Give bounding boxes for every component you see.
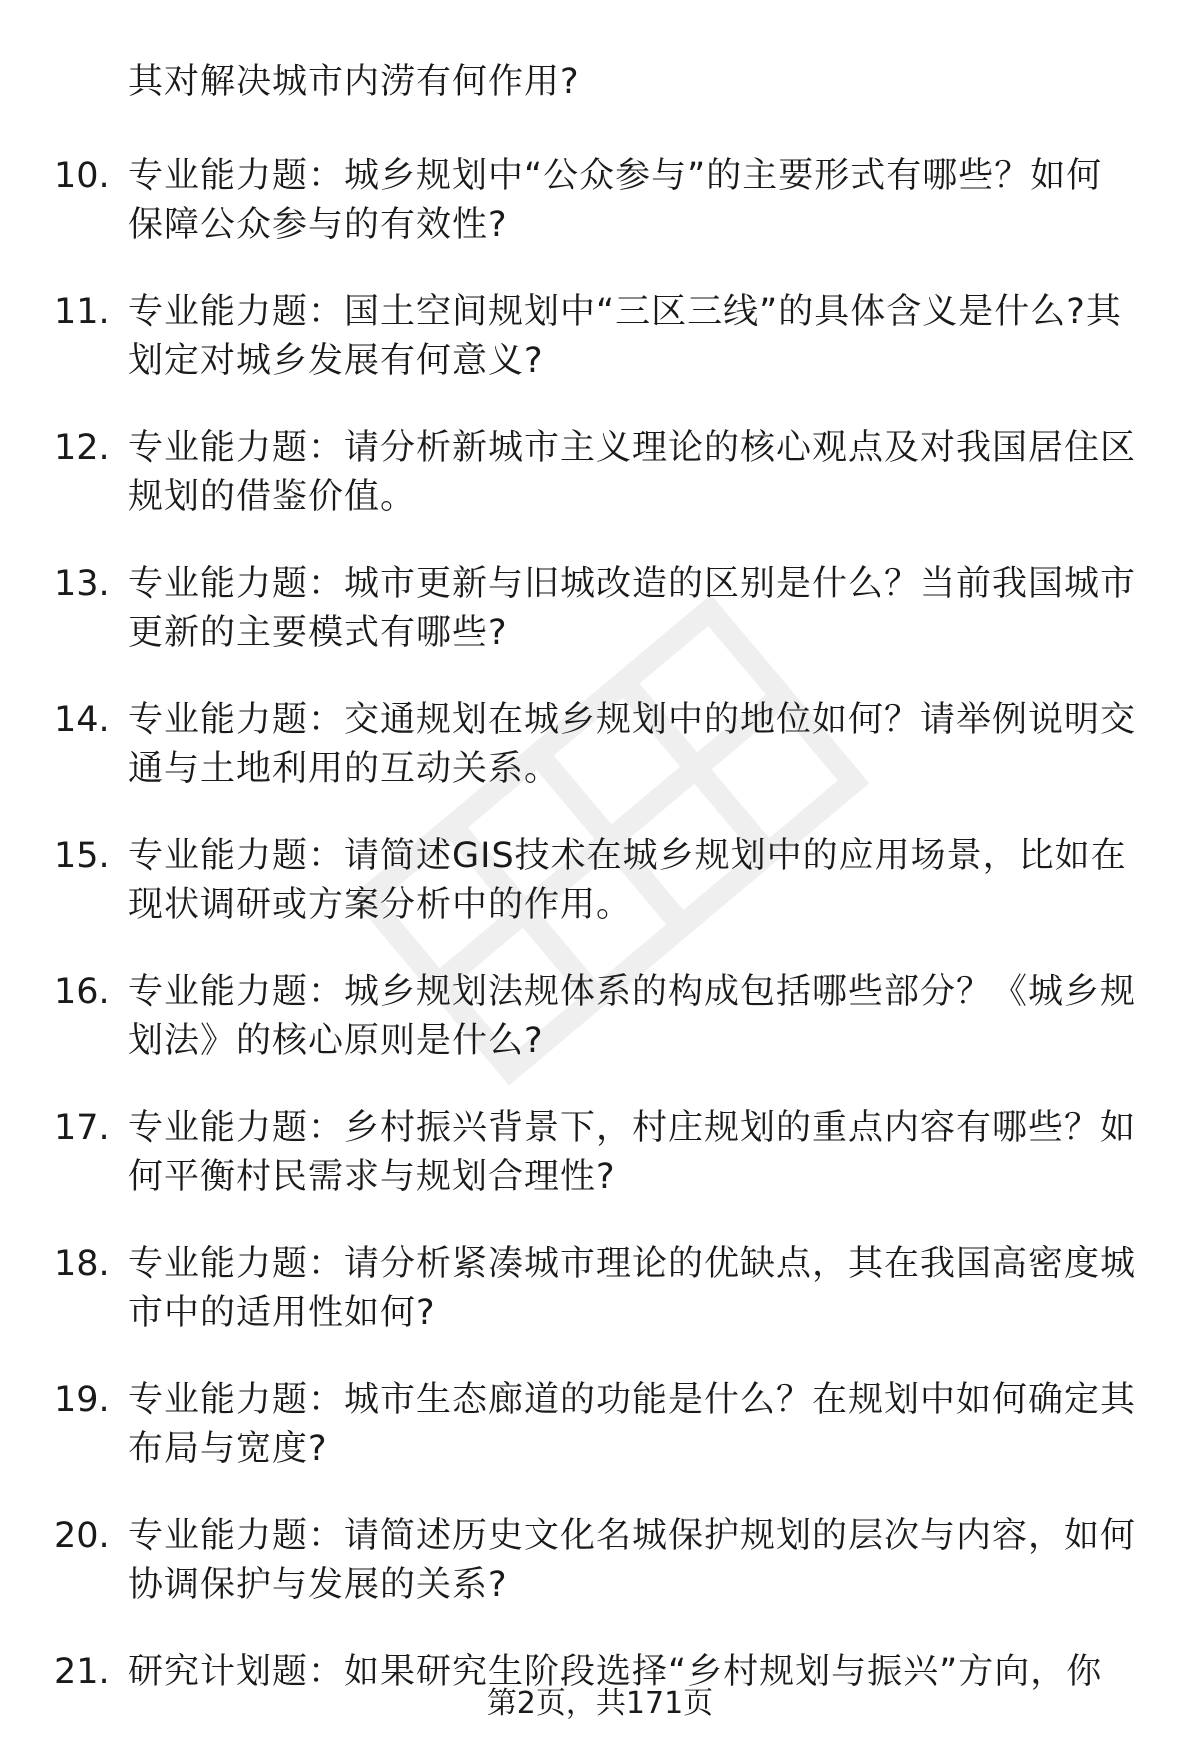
question-text: 专业能力题：城市更新与旧城改造的区别是什么？当前我国城市更新的主要模式有哪些?: [128, 564, 1137, 653]
page-footer: 第2页，共171页: [486, 1686, 714, 1721]
question-item: [0, 696, 1200, 796]
question-text: 专业能力题：请分析新城市主义理论的核心观点及对我国居住区规划的借鉴价值。: [128, 428, 1137, 517]
question-item: [0, 58, 1200, 108]
question-text: 专业能力题：请简述历史文化名城保护规划的层次与内容，如何协调保护与发展的关系?: [128, 1516, 1137, 1605]
question-item: [0, 152, 1200, 252]
question-number: 14.: [54, 700, 110, 740]
question-number: 13.: [54, 564, 110, 604]
question-item: [0, 1240, 1200, 1340]
question-item: [0, 968, 1200, 1068]
question-text: 其对解决城市内涝有何作用?: [128, 62, 580, 102]
question-text: 专业能力题：交通规划在城乡规划中的地位如何？请举例说明交通与土地利用的互动关系。: [128, 700, 1137, 789]
question-item: [0, 288, 1200, 388]
question-number: 16.: [54, 972, 110, 1012]
question-list: [0, 58, 1200, 1742]
question-number: 19.: [54, 1380, 110, 1420]
question-item: [0, 1512, 1200, 1612]
question-number: 15.: [54, 836, 110, 876]
question-number: 18.: [54, 1244, 110, 1284]
question-text: 专业能力题：乡村振兴背景下，村庄规划的重点内容有哪些？如何平衡村民需求与规划合理性?: [128, 1108, 1137, 1197]
question-item: [0, 832, 1200, 932]
question-text: 专业能力题：城乡规划法规体系的构成包括哪些部分？《城乡规划法》的核心原则是什么?: [128, 972, 1137, 1061]
question-text: 专业能力题：请简述GIS技术在城乡规划中的应用场景，比如在现状调研或方案分析中的作用。: [128, 836, 1127, 925]
question-text: 研究计划题：如果研究生阶段选择“乡村规划与振兴”方向，你: [128, 1652, 1103, 1692]
question-text: 专业能力题：请分析紧凑城市理论的优缺点，其在我国高密度城市中的适用性如何?: [128, 1244, 1137, 1333]
question-number: 12.: [54, 428, 110, 468]
question-text: 专业能力题：城市生态廊道的功能是什么？在规划中如何确定其布局与宽度?: [128, 1380, 1137, 1469]
question-item: [0, 424, 1200, 524]
question-number: 17.: [54, 1108, 110, 1148]
question-item: [0, 1104, 1200, 1204]
question-text: 专业能力题：城乡规划中“公众参与”的主要形式有哪些？如何保障公众参与的有效性?: [128, 156, 1103, 245]
question-number: 21.: [54, 1652, 110, 1692]
question-text: 专业能力题：国土空间规划中“三区三线”的具体含义是什么?其划定对城乡发展有何意义?: [128, 292, 1122, 381]
question-number: 11.: [54, 292, 110, 332]
question-item: [0, 1376, 1200, 1476]
question-number: 10.: [54, 156, 110, 196]
question-number: 20.: [54, 1516, 110, 1556]
question-item: [0, 560, 1200, 660]
